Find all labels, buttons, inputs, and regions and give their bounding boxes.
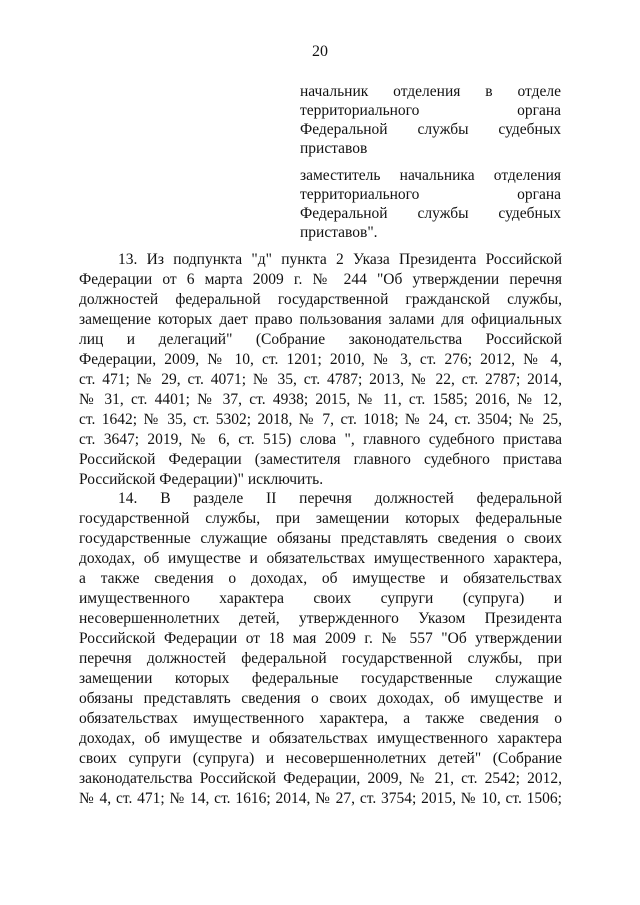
- paragraph-13-line: должностей федеральной государственной гражданской службы,: [79, 291, 562, 308]
- position-line: Федеральной службы судебных: [300, 205, 561, 222]
- paragraph-14-line: государственной службы, при замещении которых федеральные: [79, 510, 562, 527]
- paragraph-14-line: обязательствах имущественного характера, а также сведения о: [79, 710, 562, 727]
- paragraph-13-line: ст. 471; № 29, ст. 4071; № 35, ст. 4787; 2013, № 22, ст. 2787; 2014,: [79, 371, 562, 388]
- paragraph-14-line: доходах, об имуществе и обязательствах имущественного характера,: [79, 550, 562, 567]
- paragraph-14-line: Российской Федерации от 18 мая 2009 г. № 557 "Об утверждении: [79, 630, 562, 647]
- paragraph-13-line: [118, 250, 562, 270]
- paragraph-text: Из подпункта "д" пункта 2 Указа Президента Российской: [146, 251, 562, 268]
- paragraph-14-line: государственные служащие обязаны представлять сведения о своих: [79, 530, 562, 547]
- position-line: заместитель начальника отделения: [300, 167, 561, 184]
- paragraph-13-line: лиц и делегаций" (Собрание законодательства Российской: [79, 331, 562, 348]
- paragraph-14-line: № 4, ст. 471; № 14, ст. 1616; 2014, № 27, ст. 3754; 2015, № 10, ст. 1506;: [79, 790, 562, 807]
- paragraph-14-line: замещении которых федеральные государственные служащие: [79, 670, 562, 687]
- paragraph-13-line: № 31, ст. 4401; № 37, ст. 4938; 2015, № 11, ст. 1585; 2016, № 12,: [79, 391, 562, 408]
- paragraph-14-line: доходах, об имуществе и обязательствах имущественного характера: [79, 730, 562, 747]
- paragraph-number: 13.: [118, 251, 138, 268]
- position-line: территориального органа: [300, 186, 561, 203]
- paragraph-14-line: своих супруги (супруга) и несовершеннолетних детей" (Собрание: [79, 750, 562, 767]
- paragraph-14-line: законодательства Российской Федерации, 2009, № 21, ст. 2542; 2012,: [79, 770, 562, 787]
- paragraph-text: В разделе II перечня должностей федеральной: [160, 490, 562, 507]
- position-line: территориального органа: [300, 102, 561, 119]
- paragraph-number: 14.: [118, 490, 138, 507]
- paragraph-14-line: перечня должностей федеральной государственной службы, при: [79, 650, 562, 667]
- paragraph-13-line: Федерации, 2009, № 10, ст. 1201; 2010, № 3, ст. 276; 2012, № 4,: [79, 351, 562, 368]
- paragraph-13-line: замещение которых дает право пользования залами для официальных: [79, 311, 562, 328]
- position-line: приставов".: [300, 224, 378, 241]
- paragraph-13-line: Федерации от 6 марта 2009 г. № 244 "Об утверждении перечня: [79, 271, 562, 288]
- paragraph-13-line: ст. 1642; № 35, ст. 5302; 2018, № 7, ст. 1018; № 24, ст. 3504; № 25,: [79, 411, 562, 428]
- position-line: начальник отделения в отделе: [300, 83, 561, 100]
- page-number: 20: [312, 43, 328, 60]
- position-line: Федеральной службы судебных: [300, 121, 561, 138]
- paragraph-13-line: Российской Федерации (заместителя главного судебного пристава: [79, 451, 562, 468]
- paragraph-14-line: обязаны представлять сведения о своих доходах, об имуществе и: [79, 690, 562, 707]
- paragraph-13-line: Российской Федерации)" исключить.: [79, 471, 324, 488]
- paragraph-14-line: имущественного характера своих супруги (супруга) и: [79, 590, 562, 607]
- position-line: приставов: [300, 140, 368, 157]
- paragraph-14-line: несовершеннолетних детей, утвержденного Указом Президента: [79, 610, 562, 627]
- paragraph-13-line: ст. 3647; 2019, № 6, ст. 515) слова ", главного судебного пристава: [79, 431, 562, 448]
- paragraph-14-line: а также сведения о доходах, об имуществе и обязательствах: [79, 570, 562, 587]
- paragraph-14-line: [118, 489, 562, 509]
